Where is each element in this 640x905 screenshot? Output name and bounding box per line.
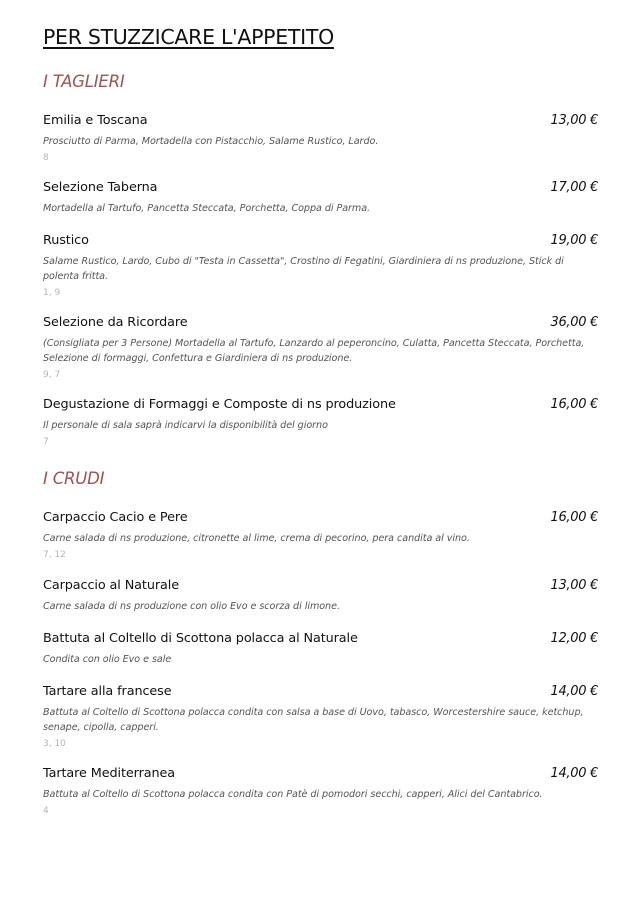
item-name: Tartare Mediterranea bbox=[43, 766, 176, 781]
item-price: 14,00 € bbox=[550, 766, 598, 781]
item-description: Battuta al Coltello di Scottona polacca condita con salsa a base di Uovo, tabasco, Worcestershire sauce, ketchup, senape, cipolla, capperi. bbox=[43, 707, 584, 733]
item-name: Emilia e Toscana bbox=[43, 113, 148, 128]
item-price: 16,00 € bbox=[550, 397, 598, 412]
menu-item bbox=[43, 766, 598, 816]
item-allergens: 4 bbox=[43, 806, 49, 816]
item-description: Mortadella al Tartufo, Pancetta Steccata, Porchetta, Coppa di Parma. bbox=[43, 203, 371, 214]
item-allergens: 9, 7 bbox=[43, 370, 61, 380]
item-name: Rustico bbox=[43, 233, 89, 248]
item-price: 14,00 € bbox=[550, 684, 598, 699]
item-description: Carne salada di ns produzione, citronette al lime, crema di pecorino, pera candita al vino. bbox=[43, 533, 470, 544]
item-allergens: 7 bbox=[43, 437, 49, 447]
item-description: Carne salada di ns produzione con olio Evo e scorza di limone. bbox=[43, 601, 340, 612]
item-price: 13,00 € bbox=[550, 113, 598, 128]
page-title: PER STUZZICARE L'APPETITO bbox=[43, 25, 334, 49]
item-name: Degustazione di Formaggi e Composte di ns produzione bbox=[43, 397, 396, 412]
item-description: (Consigliata per 3 Persone) Mortadella al Tartufo, Lanzardo al peperoncino, Culatta, Pancetta Steccata, Porchetta, Selezione di formaggi, Confettura e Giardiniera di ns produzione. bbox=[43, 338, 585, 364]
item-description: Il personale di sala saprà indicarvi la disponibilità del giorno bbox=[43, 420, 328, 431]
item-price: 17,00 € bbox=[550, 180, 598, 195]
item-description: Prosciutto di Parma, Mortadella con Pistacchio, Salame Rustico, Lardo. bbox=[43, 136, 379, 147]
item-price: 36,00 € bbox=[550, 315, 598, 330]
menu-item bbox=[43, 631, 598, 667]
item-description: Battuta al Coltello di Scottona polacca condita con Patè di pomodori secchi, capperi, Alici del Cantabrico. bbox=[43, 789, 543, 800]
menu-item bbox=[43, 510, 598, 560]
item-name: Carpaccio Cacio e Pere bbox=[43, 510, 188, 525]
item-name: Carpaccio al Naturale bbox=[43, 578, 179, 593]
item-name: Selezione da Ricordare bbox=[43, 315, 188, 330]
item-price: 19,00 € bbox=[550, 233, 598, 248]
item-allergens: 1, 9 bbox=[43, 288, 61, 298]
menu-item bbox=[43, 113, 598, 163]
menu-item bbox=[43, 578, 598, 614]
item-price: 13,00 € bbox=[550, 578, 598, 593]
menu-item bbox=[43, 397, 598, 447]
menu-item bbox=[43, 233, 598, 298]
item-allergens: 3, 10 bbox=[43, 739, 66, 749]
item-allergens: 8 bbox=[43, 153, 49, 163]
menu-item bbox=[43, 180, 598, 216]
item-price: 12,00 € bbox=[550, 631, 598, 646]
item-price: 16,00 € bbox=[550, 510, 598, 525]
item-allergens: 7, 12 bbox=[43, 550, 66, 560]
item-name: Selezione Taberna bbox=[43, 180, 158, 195]
item-description: Condita con olio Evo e sale bbox=[43, 654, 172, 665]
section-title-taglieri: I TAGLIERI bbox=[43, 72, 125, 91]
item-name: Tartare alla francese bbox=[43, 684, 172, 699]
menu-item bbox=[43, 315, 598, 380]
item-description: Salame Rustico, Lardo, Cubo di "Testa in Cassetta", Crostino di Fegatini, Giardiniera di ns produzione, Stick di polenta fritta. bbox=[43, 256, 564, 282]
item-name: Battuta al Coltello di Scottona polacca al Naturale bbox=[43, 631, 358, 646]
menu-item bbox=[43, 684, 598, 749]
section-title-crudi: I CRUDI bbox=[43, 469, 105, 488]
